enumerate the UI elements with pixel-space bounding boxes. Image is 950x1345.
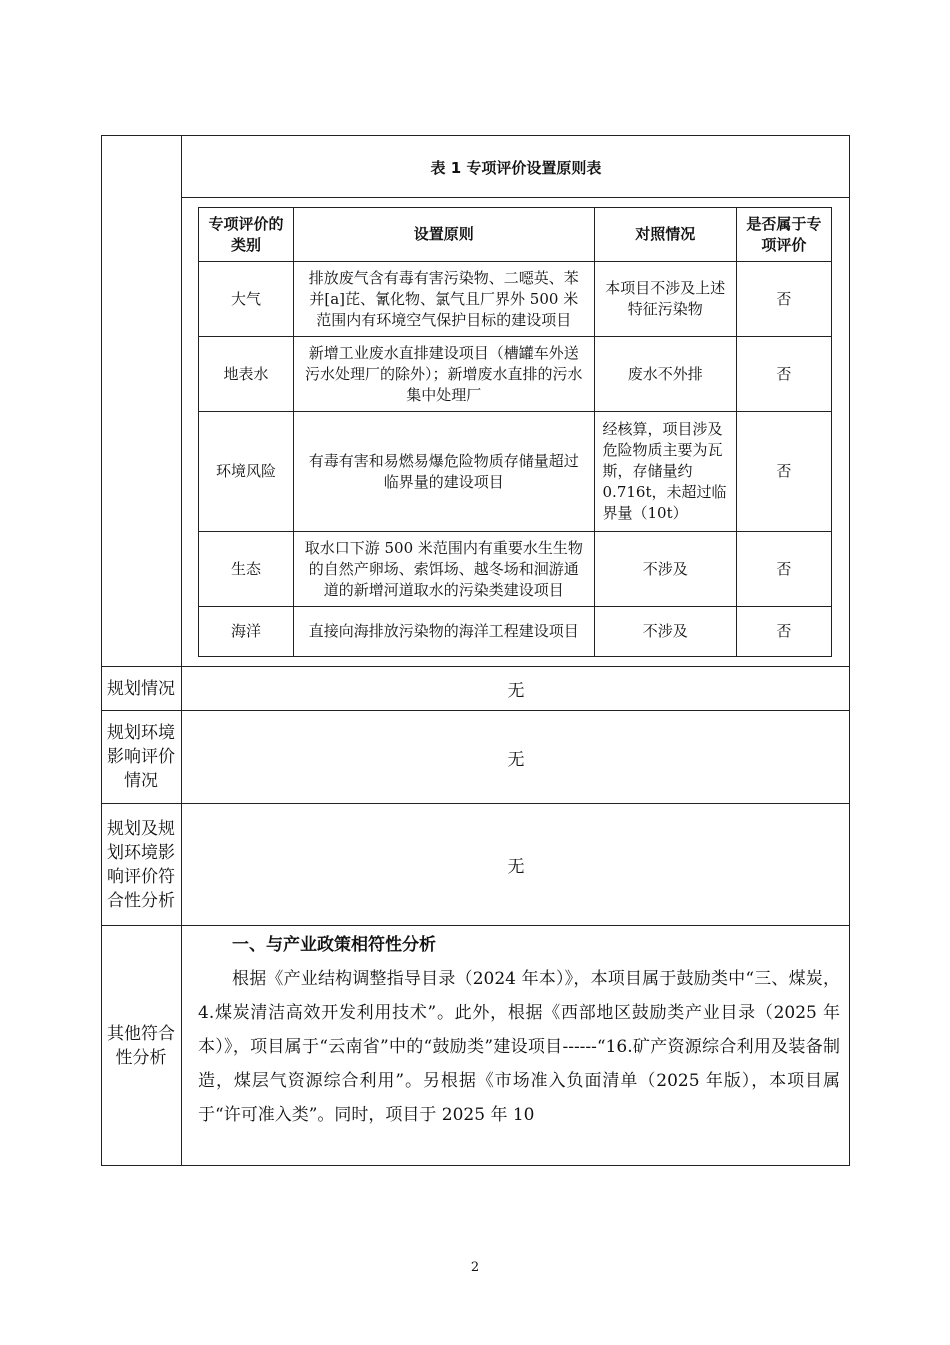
cell-comparison: 经核算，项目涉及危险物质主要为瓦斯，存储量约 0.716t，未超过临界量（10t）	[594, 412, 736, 532]
header-category: 专项评价的类别	[199, 208, 294, 262]
cell-comparison: 废水不外排	[594, 337, 736, 412]
cell-is-special: 否	[736, 607, 831, 657]
cell-comparison: 不涉及	[594, 607, 736, 657]
cell-principle: 有毒有害和易燃易爆危险物质存储量超过临界量的建设项目	[294, 412, 594, 532]
row-divider	[101, 925, 850, 926]
section-value-planning: 无	[507, 681, 525, 701]
cell-principle: 取水口下游 500 米范围内有重要水生生物的自然产卵场、索饵场、越冬场和洄游通道的新增河道取水的污染类建设项目	[294, 532, 594, 607]
table-row	[199, 337, 832, 412]
cell-category: 地表水	[199, 337, 294, 412]
cell-category: 生态	[199, 532, 294, 607]
table-row	[199, 532, 832, 607]
table-header-row	[199, 208, 832, 262]
table-row	[199, 607, 832, 657]
cell-comparison: 本项目不涉及上述特征污染物	[594, 262, 736, 337]
cell-principle: 新增工业废水直排建设项目（槽罐车外送污水处理厂的除外）；新增废水直排的污水集中处理厂	[294, 337, 594, 412]
section-value-planning-eia: 无	[507, 749, 525, 770]
table1-title: 表 1 专项评价设置原则表	[430, 158, 602, 177]
section-label-compliance: 规划及规划环境影响评价符合性分析	[107, 818, 175, 911]
analysis-heading: 一、与产业政策相符性分析	[232, 935, 436, 955]
cell-comparison: 不涉及	[594, 532, 736, 607]
analysis-paragraph: 根据《产业结构调整指导目录（2024 年本）》，本项目属于鼓励类中“三、煤炭，4.煤炭清洁高效开发利用技术”。此外，根据《西部地区鼓励类产业目录（2025 年本）》，项目属于“云南省”中的“鼓励类”建设项目------“16.矿产资源综合利用及装备制造，煤层气资源综合利用”。另根据《市场准入负面清单（2025 年版），本项目属于“许可准入类”。同时，项目于 2025 年 10	[198, 969, 840, 1125]
section-label-planning: 规划情况	[107, 678, 175, 699]
table-row	[199, 262, 832, 337]
section-label-planning-eia: 规划环境影响评价情况	[107, 723, 175, 791]
cell-category: 大气	[199, 262, 294, 337]
cell-is-special: 否	[736, 532, 831, 607]
cell-is-special: 否	[736, 337, 831, 412]
section-label-other-compliance: 其他符合性分析	[107, 1024, 175, 1068]
table-row	[199, 412, 832, 532]
cell-is-special: 否	[736, 412, 831, 532]
header-principle: 设置原则	[294, 208, 594, 262]
cell-principle: 直接向海排放污染物的海洋工程建设项目	[294, 607, 594, 657]
section-value-compliance: 无	[507, 857, 525, 877]
other-compliance-analysis	[182, 928, 850, 1132]
header-is-special: 是否属于专项评价	[736, 208, 831, 262]
title-divider	[182, 197, 850, 198]
cell-principle: 排放废气含有毒有害污染物、二噁英、苯并[a]芘、氰化物、氯气且厂界外 500 米范围内有环境空气保护目标的建设项目	[294, 262, 594, 337]
cell-category: 环境风险	[199, 412, 294, 532]
page-number: 2	[470, 1260, 480, 1275]
header-comparison: 对照情况	[594, 208, 736, 262]
special-evaluation-table	[198, 207, 832, 657]
cell-is-special: 否	[736, 262, 831, 337]
cell-category: 海洋	[199, 607, 294, 657]
